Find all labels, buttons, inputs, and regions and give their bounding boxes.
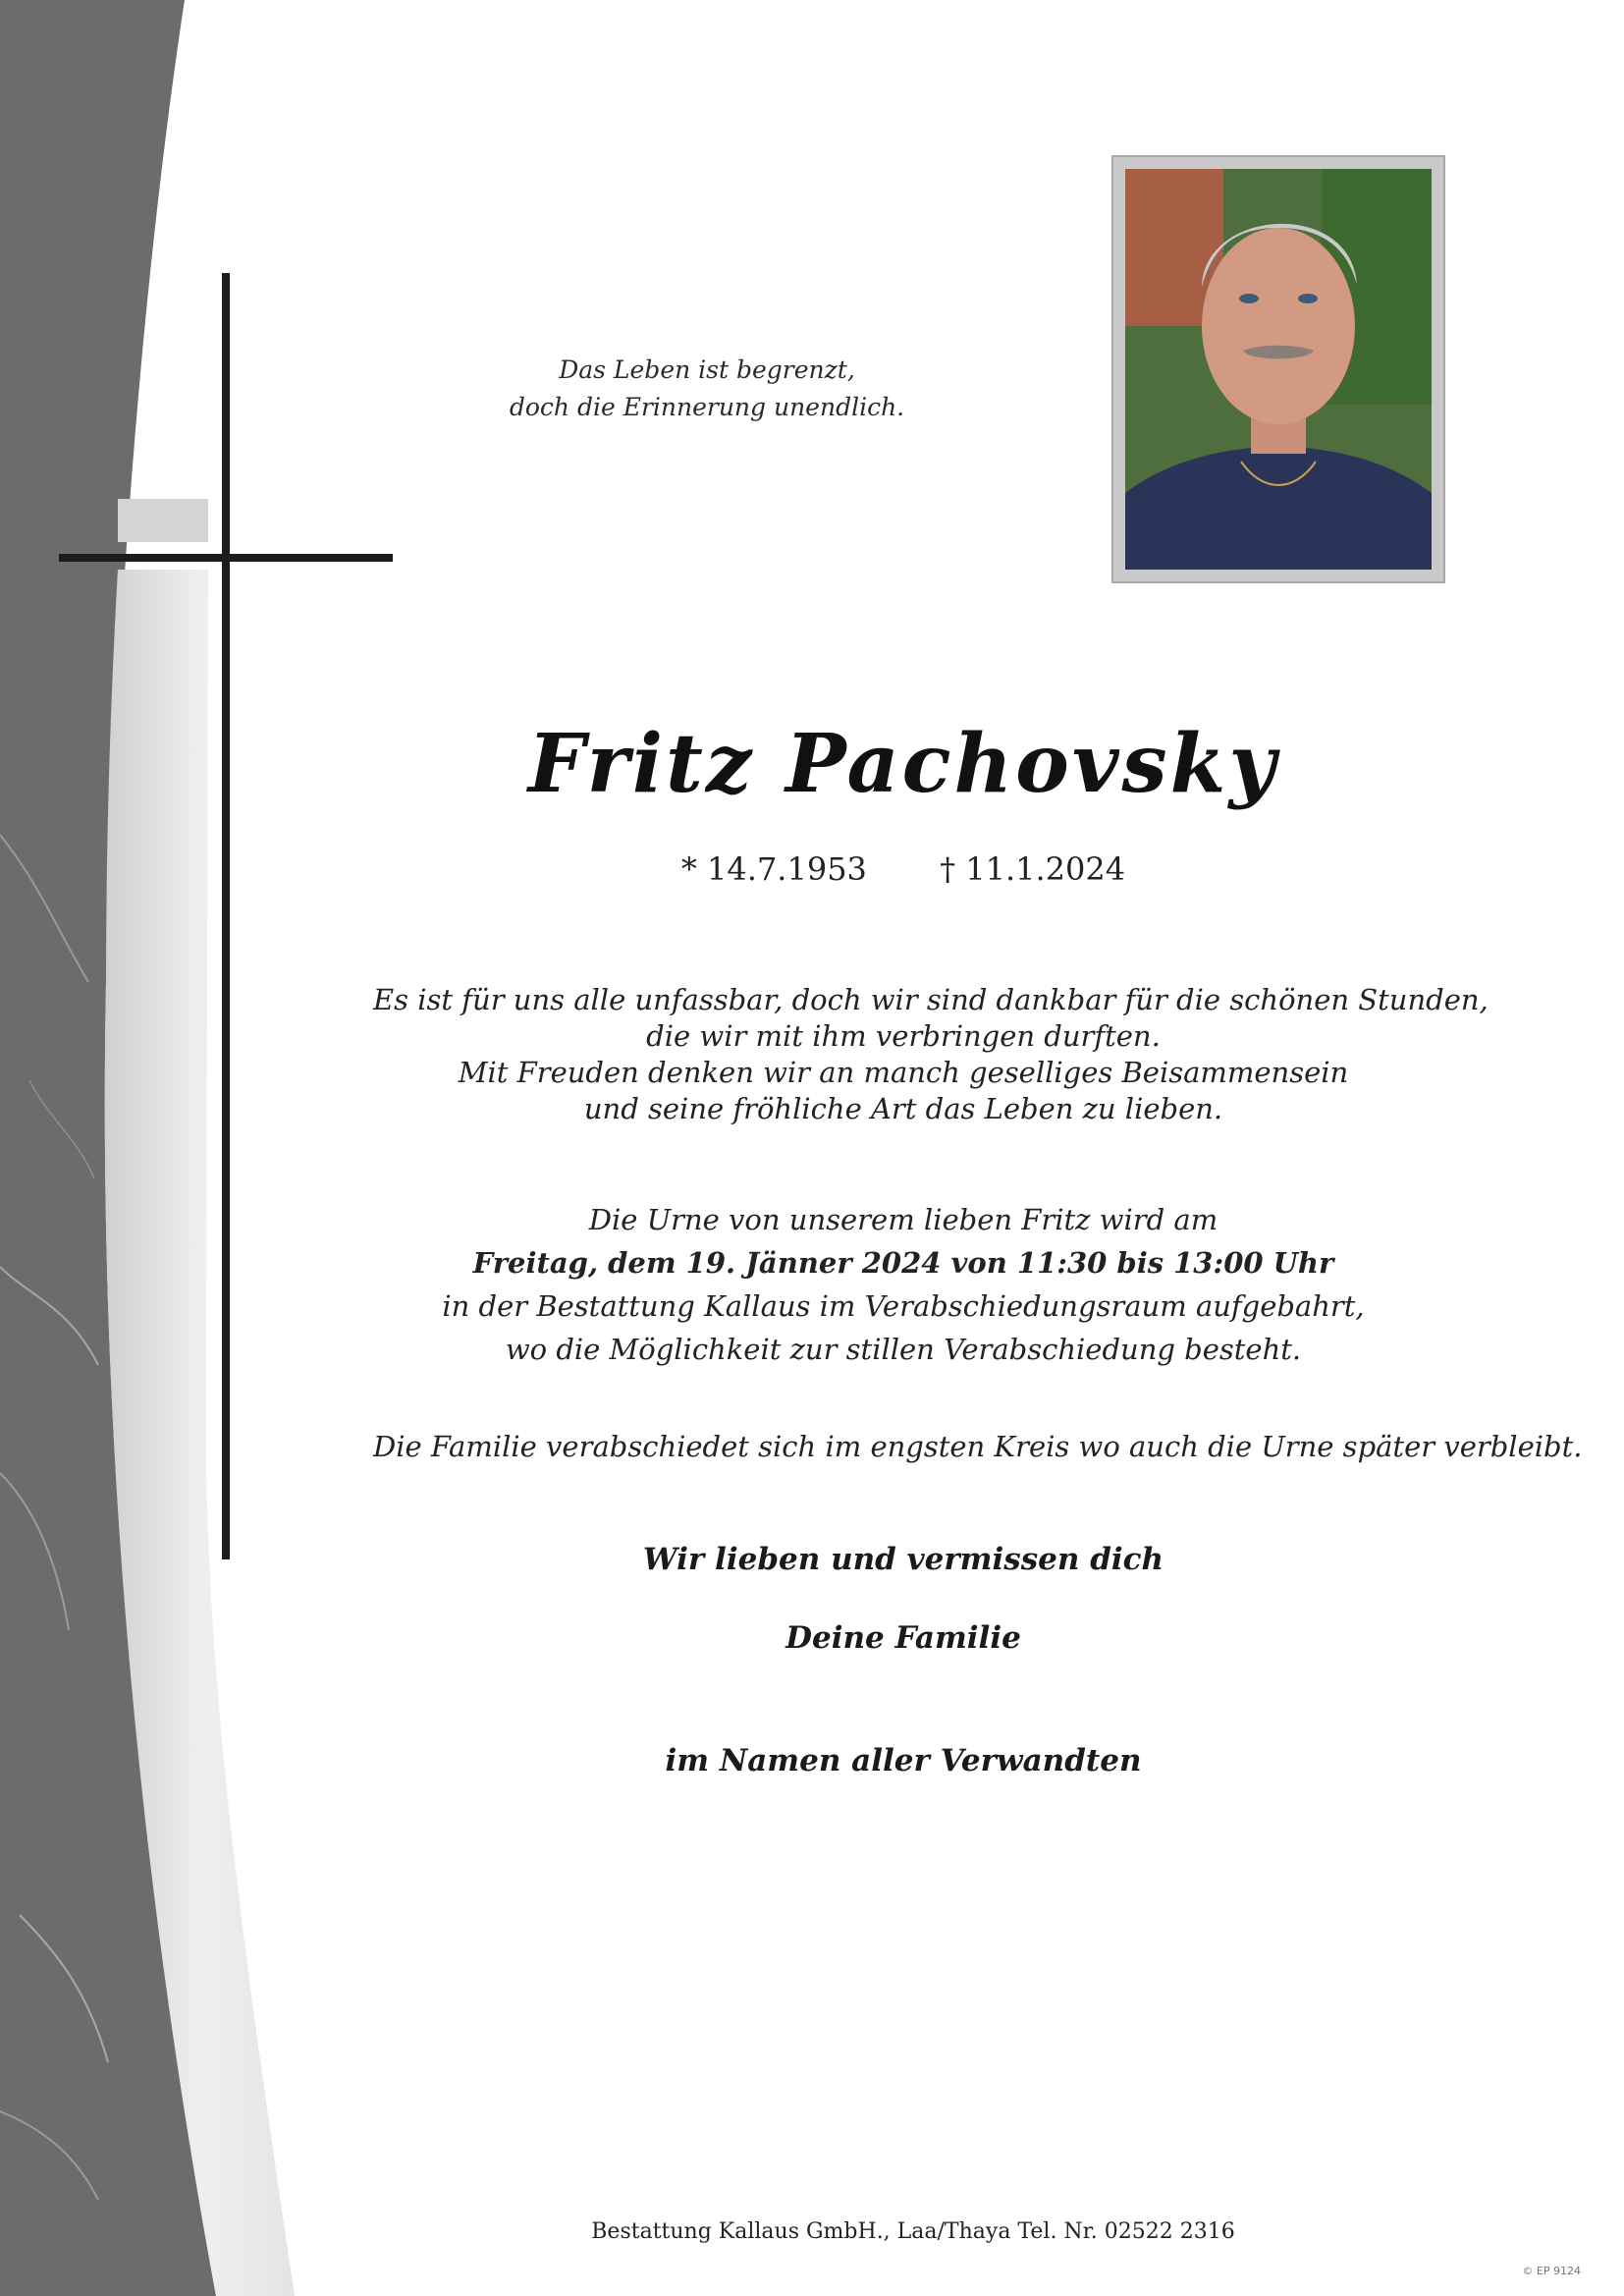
- viewing-line-1: Die Urne von unserem lieben Fritz wird am: [588, 1203, 1218, 1236]
- family-note: [373, 1429, 1583, 1465]
- tribute-line-1: Es ist für uns alle unfassbar, doch wir sind dankbar für die schönen Stunden,: [373, 983, 1489, 1016]
- life-dates: [550, 850, 1257, 888]
- cross-horizontal-bar: [59, 554, 393, 562]
- viewing-date-time: Freitag, dem 19. Jänner 2024 von 11:30 bis 13:00 Uhr: [472, 1246, 1334, 1280]
- print-code: © EP 9124: [1522, 2265, 1581, 2277]
- cross-highlight-block: [118, 499, 208, 542]
- viewing-paragraph: [373, 1198, 1434, 1371]
- birth-date: * 14.7.1953: [680, 850, 867, 888]
- quote: [471, 352, 943, 426]
- viewing-line-4: wo die Möglichkeit zur stillen Verabschiedung besteht.: [505, 1333, 1302, 1366]
- quote-line-1: Das Leben ist begrenzt,: [559, 355, 855, 384]
- closing-line-1: Wir lieben und vermissen dich: [642, 1542, 1164, 1577]
- marble-side-panel: [0, 0, 334, 2296]
- portrait-image: [1125, 169, 1432, 570]
- portrait-photo: [1111, 155, 1445, 583]
- family-note-line: Die Familie verabschiedet sich im engsten Kreis wo auch die Urne später verbleibt.: [373, 1430, 1583, 1463]
- tribute-line-3: Mit Freuden denken wir an manch geselliges Beisammensein: [458, 1056, 1349, 1089]
- tribute-line-2: die wir mit ihm verbringen durften.: [646, 1019, 1161, 1053]
- death-date: † 11.1.2024: [940, 850, 1126, 888]
- closing-line-3: im Namen aller Verwandten: [665, 1743, 1142, 1778]
- cross-vertical-bar: [222, 273, 230, 1559]
- closing-signature: Deine Familie: [785, 1620, 1021, 1656]
- tribute-paragraph: [373, 982, 1489, 1127]
- deceased-name: Fritz Pachovsky: [527, 717, 1279, 811]
- quote-line-2: doch die Erinnerung unendlich.: [509, 393, 905, 421]
- viewing-line-3: in der Bestattung Kallaus im Verabschiedungsraum aufgebahrt,: [442, 1289, 1365, 1323]
- funeral-home-footer: Bestattung Kallaus GmbH., Laa/Thaya Tel. Nr. 02522 2316: [591, 2219, 1235, 2244]
- tribute-line-4: und seine fröhliche Art das Leben zu lieben.: [583, 1092, 1223, 1125]
